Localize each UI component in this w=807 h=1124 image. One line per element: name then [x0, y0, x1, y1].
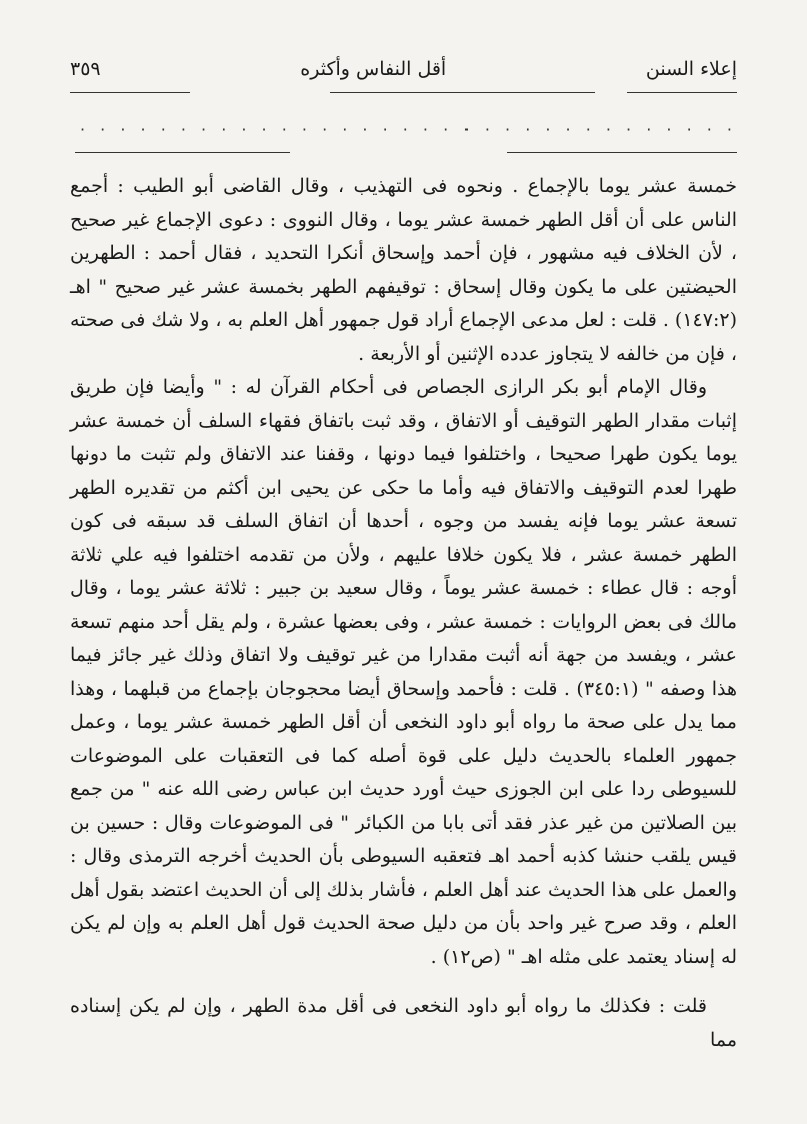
paragraph-3: قلت : فكذلك ما رواه أبو داود النخعى فى أقل مدة الطهر ، وإن لم يكن إسناده مما [70, 995, 737, 1051]
chapter-title: أقل النفاس وأكثره [300, 58, 447, 80]
page-body [70, 170, 737, 1057]
paragraph-1: خمسة عشر يوما بالإجماع . ونحوه فى التهذيب ، وقال القاضى أبو الطيب : أجمع الناس على أن أقل الطهر خمسة عشر يوما ، وقال النووى : دعوى الإجماع غير صحيح ، لأن الخلاف فيه مشهور ، فإن أحمد وإسحاق أنكرا التحديد ، فقال أحمد : الطهرين الحيضتين على ما يكون وقال إسحاق : توقيفهم الطهر بخمسة عشر غير صحيح " اهـ (١٤٧:٢) . قلت : لعل مدعى الإجماع أراد قول جمهور أهل العلم به ، ولا شك فى صحته ، فإن من خالفه لا يتجاوز عدده الإثنين أو الأربعة . [70, 175, 737, 365]
paragraph-2: وقال الإمام أبو بكر الرازى الجصاص فى أحكام القرآن له : " وأيضا فإن طريق إثبات مقدار الطهر التوقيف أو الاتفاق ، وقد ثبت باتفاق فقهاء السلف أن خمسة عشر يوما يكون طهرا صحيحا ، واختلفوا فيما دونها ، وقفنا عند الاتفاق ولم تثبت ما دونها طهرا لعدم التوقيف والاتفاق فيه وأما ما حكى عن يحيى ابن أكثم من تقديره الطهر تسعة عشر يوما فإنه يفسد من وجوه ، أحدها أن اتفاق السلف قد سبقه فى كون الطهر خمسة عشر ، فلا يكون خلافا عليهم ، ولأن من تقدمه اختلفوا فيه علي ثلاثة أوجه : قال عطاء : خمسة عشر يوماً ، وقال سعيد بن جبير : ثلاثة عشر يوما ، وقال مالك فى بعض الروايات : خمسة عشر ، وفى بعضها عشرة ، ولم يقل أحد منهم تسعة عشر ، ويفسد من جهة أنه أثبت مقدارا من غير توقيف ولا اتفاق وذلك غير جائز فيما هذا وصفه " (٣٤٥:١) . قلت : فأحمد وإسحاق أيضا محجوجان بإجماع من قبلهما ، وهذا مما يدل على صحة ما رواه أبو داود النخعى أن أقل الطهر خمسة عشر يوما ، وعمل جمهور العلماء بالحديث دليل على قوة أصله كما فى التعقبات على الموضوعات للسيوطى ردا على ابن الجوزى حيث أورد حديث ابن عباس رضى الله عنه " من جمع بين الصلاتين من غير عذر فقد أتى بابا من الكبائر " فى الموضوعات وقال : حسين بن قيس يلقب حنشا كذبه أحمد اهـ فتعقبه السيوطى بأن الحديث أخرجه الترمذى وقال : والعمل على هذا الحديث عند أهل العلم ، فأشار بذلك إلى أن الحديث اعتضد بقول أهل العلم ، وقد صرح غير واحد بأن من دليل صحة الحديث قول أهل العلم به وإن لم يكن له إسناد يعتمد على مثله اهـ " (ص١٢) . [70, 376, 738, 968]
running-header [70, 52, 737, 86]
ornament-dots-left: · · · · · · · · · · · · · · · · · · · · [80, 120, 474, 139]
header-rule-right [627, 92, 737, 93]
header-rule-left [70, 92, 190, 93]
ornament-rule-right [507, 152, 737, 153]
ornament-dots-right: · · · · · · · · · · · · · · [464, 120, 737, 139]
book-title: إعلاء السنن [645, 58, 737, 80]
ornament-rule-left [75, 152, 290, 153]
header-rule-middle [330, 92, 595, 93]
page-number: ٣٥٩ [70, 58, 101, 80]
